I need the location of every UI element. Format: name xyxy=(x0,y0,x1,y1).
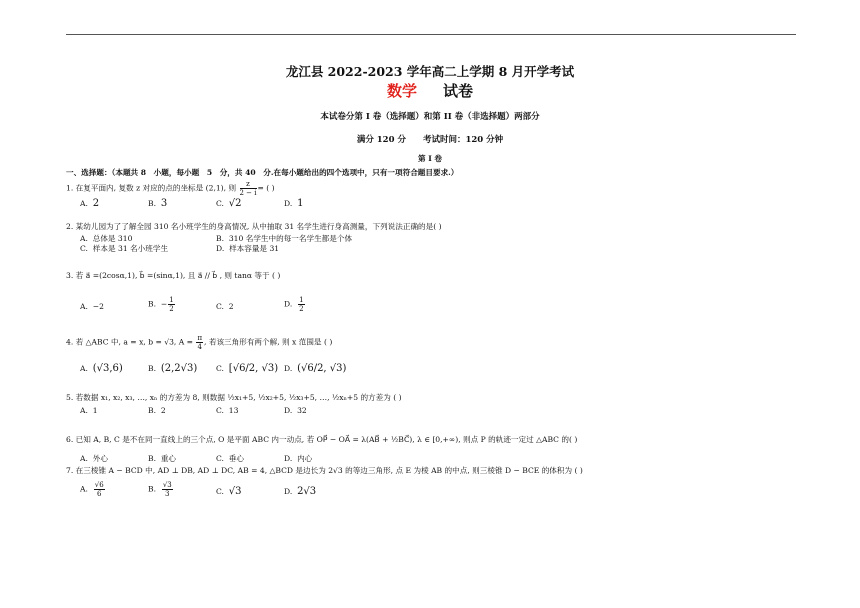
question-stem: 若数据 x₁, x₂, x₃, …, xₙ 的方差为 8, 则数据 ½x₁+5, ½x₂+5, ½x₃+5, …, ½xₙ+5 的方差为 ( ) xyxy=(75,393,402,402)
question-3 xyxy=(66,270,280,281)
score-time: 满分 120 分 考试时间：120 分钟 xyxy=(356,135,504,145)
q5-option-d[interactable]: D. 32 xyxy=(284,406,307,415)
question-stem-end: , 若该三角形有两个解, 则 x 范围是 ( ) xyxy=(204,337,333,347)
question-1 xyxy=(66,180,275,197)
fraction: $\frac{\pi}{4}$ xyxy=(197,334,203,351)
volume-label: 第 I 卷 xyxy=(417,154,443,163)
q6-option-c[interactable]: C. 垂心 xyxy=(216,454,244,463)
fraction: $\frac{z}{2 - i}$ xyxy=(239,180,257,197)
q4-option-a[interactable]: A. (√3,6) xyxy=(80,363,123,374)
q4-option-d[interactable]: D. (√6/2, √3) xyxy=(284,363,347,374)
q3-option-c[interactable]: C. 2 xyxy=(216,302,234,311)
q6-option-d[interactable]: D. 内心 xyxy=(284,454,313,463)
question-stem: 在三棱锥 A − BCD 中, AD ⊥ DB, AD ⊥ DC, AB = 4, △BCD 是边长为 2√3 的等边三角形, 点 E 为棱 AB 的中点, 则三棱锥 D − BCE 的体积为 ( ) xyxy=(75,466,583,475)
question-stem: 在复平面内, 复数 z 对应的点的坐标是 (2,1), 则 xyxy=(75,183,237,193)
parts-note: 本试卷分第 I 卷（选择题）和第 II 卷（非选择题）两部分 xyxy=(320,112,540,122)
q6-option-a[interactable]: A. 外心 xyxy=(80,454,108,463)
q2-option-a[interactable]: A. 总体是 310 xyxy=(80,234,133,243)
header-rule xyxy=(66,34,796,35)
question-stem: 已知 A, B, C 是不在同一直线上的三个点, O 是平面 ABC 内一动点, 若 OP⃗ − OA⃗ = λ(AB⃗ + ½BC⃗), λ ∈ [0,+∞), 则点 P 的轨迹一定过 △ABC 的( ) xyxy=(75,435,578,444)
question-stem: 若 △ABC 中, a = x, b = √3, A = xyxy=(75,337,194,347)
question-number: 6. xyxy=(66,435,74,444)
question-number: 4. xyxy=(66,337,74,347)
q7-option-a[interactable]: A. $\frac{√6}{6}$ xyxy=(80,481,104,498)
question-number: 2. xyxy=(66,222,74,231)
section-heading: 一、选择题：（本题共 8 小题，每小题 5 分，共 40 分.在每小题给出的四个选项中，只有一项符合题目要求.） xyxy=(66,168,459,177)
q1-option-a[interactable]: A. 2 xyxy=(80,198,100,209)
question-number: 7. xyxy=(66,466,74,475)
subject-title xyxy=(0,80,860,101)
q1-option-d[interactable]: D. 1 xyxy=(284,198,304,209)
q2-option-d[interactable]: D. 样本容量是 31 xyxy=(216,244,280,253)
q1-option-b[interactable]: B. 3 xyxy=(148,198,168,209)
q4-option-c[interactable]: C. [√6/2, √3) xyxy=(216,363,279,374)
q7-option-c[interactable]: C. √3 xyxy=(216,486,242,497)
q5-option-c[interactable]: C. 13 xyxy=(216,406,239,415)
question-5 xyxy=(66,392,402,403)
question-2 xyxy=(66,221,442,232)
question-number: 5. xyxy=(66,393,74,402)
q2-option-b[interactable]: B. 310 名学生中的每一名学生都是个体 xyxy=(216,234,353,243)
subject-name: 数学 xyxy=(386,82,417,100)
q7-option-b[interactable]: B. $\frac{√3}{3}$ xyxy=(148,481,172,498)
question-stem-end: = ( ) xyxy=(257,183,275,193)
q3-option-b[interactable]: B. − $\frac{1}{2}$ xyxy=(148,296,174,313)
q2-option-c[interactable]: C. 样本是 31 名小班学生 xyxy=(80,244,169,253)
question-6 xyxy=(66,434,577,445)
q7-option-d[interactable]: D. 2√3 xyxy=(284,486,317,497)
q5-option-a[interactable]: A. 1 xyxy=(80,406,98,415)
q6-option-b[interactable]: B. 重心 xyxy=(148,454,177,463)
exam-title: 龙江县 2022-2023 学年高二上学期 8 月开学考试 xyxy=(285,64,575,79)
question-number: 1. xyxy=(66,183,74,193)
question-number: 3. xyxy=(66,271,74,280)
q1-option-c[interactable]: C. √2 xyxy=(216,198,242,209)
paper-word: 试卷 xyxy=(443,82,474,100)
question-stem: 若 a⃗ =(2cosα,1), b⃗ =(sinα,1), 且 a⃗ // b⃗ , 则 tanα 等于 ( ) xyxy=(75,271,281,280)
question-7 xyxy=(66,465,583,476)
q3-option-a[interactable]: A. −2 xyxy=(80,302,104,311)
question-4 xyxy=(66,334,332,351)
q4-option-b[interactable]: B. (2,2√3) xyxy=(148,363,198,374)
q5-option-b[interactable]: B. 2 xyxy=(148,406,166,415)
q3-option-d[interactable]: D. $\frac{1}{2}$ xyxy=(284,296,304,313)
question-stem: 某幼儿园为了了解全园 310 名小班学生的身高情况, 从中抽取 31 名学生进行身高测量，下列说法正确的是( ) xyxy=(75,222,442,231)
